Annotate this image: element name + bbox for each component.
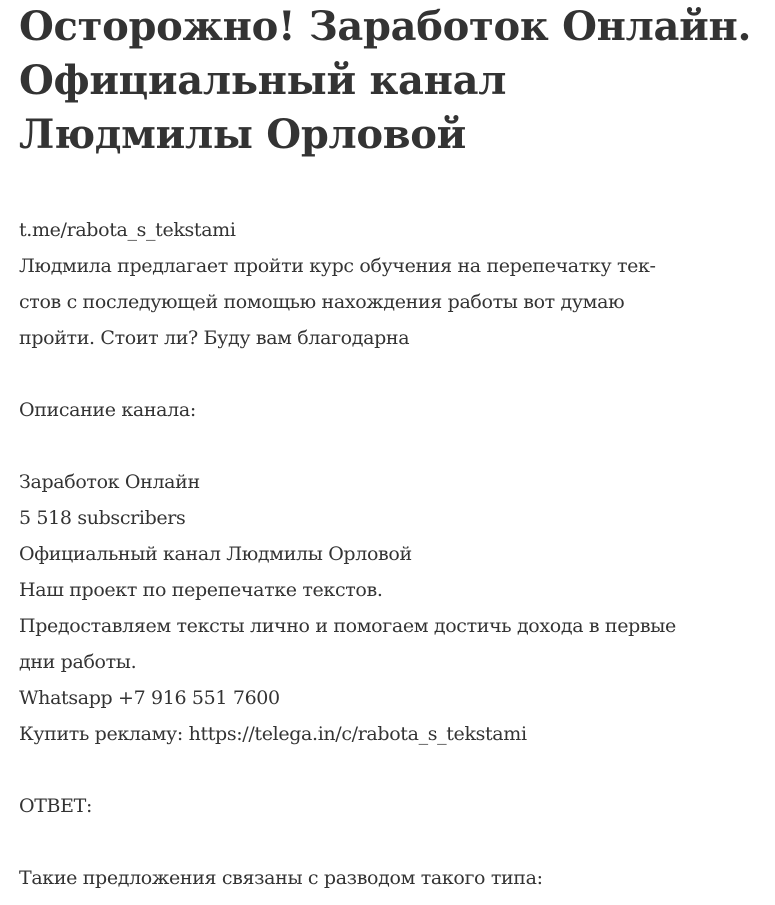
question-line: Людмила предлагает пройти курс обучения на перепечатку тек- bbox=[19, 255, 656, 277]
article-title bbox=[19, 0, 759, 162]
ad-purchase-line: Купить рекламу: https://telega.in/c/rabota_s_tekstami bbox=[19, 723, 527, 745]
title-line: Людмилы Орловой bbox=[19, 111, 467, 158]
channel-name: Заработок Онлайн bbox=[19, 471, 200, 493]
channel-tagline: Официальный канал Людмилы Орловой bbox=[19, 543, 412, 565]
project-line: Наш проект по перепечатке текстов. bbox=[19, 579, 383, 601]
answer-intro: Такие предложения связаны с разводом такого типа: bbox=[19, 867, 543, 889]
paragraph-gap bbox=[19, 752, 759, 788]
whatsapp-contact: Whatsapp +7 916 551 7600 bbox=[19, 687, 280, 709]
article-body bbox=[19, 212, 759, 896]
offer-line: Предоставляем тексты лично и помогаем достичь дохода в первые bbox=[19, 615, 676, 637]
subscriber-count: 5 518 subscribers bbox=[19, 507, 186, 529]
paragraph-gap bbox=[19, 428, 759, 464]
paragraph-gap bbox=[19, 824, 759, 860]
description-heading: Описание канала: bbox=[19, 399, 196, 421]
paragraph-gap bbox=[19, 356, 759, 392]
title-line: Официальный канал bbox=[19, 57, 507, 104]
title-line: Осторожно! Заработок Онлайн. bbox=[19, 3, 752, 50]
channel-link[interactable]: t.me/rabota_s_tekstami bbox=[19, 219, 236, 241]
article bbox=[19, 0, 759, 889]
question-line: стов с последующей помощью нахождения работы вот думаю bbox=[19, 291, 625, 313]
answer-heading: ОТВЕТ: bbox=[19, 795, 93, 817]
question-line: пройти. Стоит ли? Буду вам благодарна bbox=[19, 327, 410, 349]
offer-line: дни работы. bbox=[19, 651, 137, 673]
